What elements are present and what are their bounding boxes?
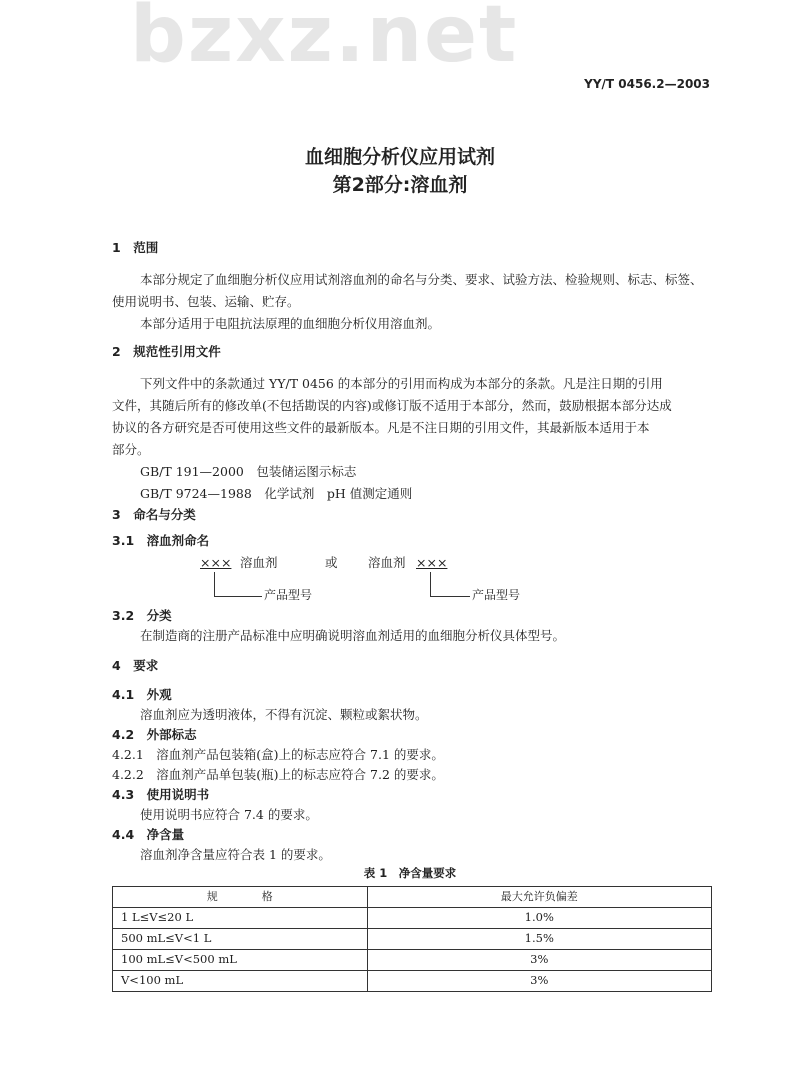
table-row: [113, 950, 712, 971]
section-3-1-heading: 3.1 溶血剂命名: [112, 533, 210, 548]
paragraph: 溶血剂净含量应符合表 1 的要求。: [140, 847, 331, 862]
net-content-table: [112, 886, 712, 992]
table-row: [113, 908, 712, 929]
clause-4-2-1: 4.2.1 溶血剂产品包装箱(盒)上的标志应符合 7.1 的要求。: [112, 747, 444, 762]
paragraph: 部分。: [112, 442, 150, 457]
section-4-2-heading: 4.2 外部标志: [112, 727, 197, 742]
spec-cell: 500 mL≤V<1 L: [113, 929, 368, 950]
reference-item: GB/T 9724—1988 化学试剂 pH 值测定通则: [140, 486, 413, 501]
deviation-cell: 1.5%: [367, 929, 711, 950]
header-spec: 规 格: [113, 887, 368, 908]
naming-placeholder-b: ×××: [416, 555, 448, 570]
section-3-heading: 3 命名与分类: [112, 507, 196, 522]
paragraph: 溶血剂应为透明液体，不得有沉淀、颗粒或絮状物。: [140, 707, 428, 722]
section-4-1-heading: 4.1 外观: [112, 687, 172, 702]
table-header-row: [113, 887, 712, 908]
deviation-cell: 3%: [367, 971, 711, 992]
naming-placeholder-a: ×××: [200, 555, 232, 570]
naming-name-b: 溶血剂: [368, 555, 406, 570]
paragraph: 使用说明书应符合 7.4 的要求。: [140, 807, 318, 822]
paragraph: 本部分规定了血细胞分析仪应用试剂溶血剂的命名与分类、要求、试验方法、检验规则、标志、标签、: [140, 272, 703, 287]
spec-cell: 1 L≤V≤20 L: [113, 908, 368, 929]
naming-name-a: 溶血剂: [240, 555, 278, 570]
table-row: [113, 929, 712, 950]
clause-4-2-2: 4.2.2 溶血剂产品单包装(瓶)上的标志应符合 7.2 的要求。: [112, 767, 444, 782]
section-4-3-heading: 4.3 使用说明书: [112, 787, 210, 802]
section-4-4-heading: 4.4 净含量: [112, 827, 185, 842]
doc-subtitle: 第2部分:溶血剂: [332, 174, 468, 196]
table-row: [113, 971, 712, 992]
paragraph: 文件，其随后所有的修改单(不包括勘误的内容)或修订版不适用于本部分，然而，鼓励根据本部分达成: [112, 398, 672, 413]
paragraph: 在制造商的注册产品标准中应明确说明溶血剂适用的血细胞分析仪具体型号。: [140, 628, 566, 643]
paragraph: 下列文件中的条款通过 YY/T 0456 的本部分的引用而构成为本部分的条款。凡是注日期的引用: [140, 376, 663, 391]
section-4-heading: 4 要求: [112, 658, 159, 673]
section-3-2-heading: 3.2 分类: [112, 608, 172, 623]
doc-title: 血细胞分析仪应用试剂: [304, 146, 495, 168]
deviation-cell: 1.0%: [367, 908, 711, 929]
spec-cell: 100 mL≤V<500 mL: [113, 950, 368, 971]
paragraph: 本部分适用于电阻抗法原理的血细胞分析仪用溶血剂。: [140, 316, 441, 331]
spec-cell: V<100 mL: [113, 971, 368, 992]
reference-item: GB/T 191—2000 包装储运图示标志: [140, 464, 357, 479]
standard-number: YY/T 0456.2—2003: [584, 77, 710, 91]
naming-or: 或: [325, 555, 338, 570]
deviation-cell: 3%: [367, 950, 711, 971]
section-1-heading: 1 范围: [112, 240, 159, 255]
header-max-deviation: 最大允许负偏差: [367, 887, 711, 908]
naming-label-b: 产品型号: [472, 588, 521, 602]
paragraph: 使用说明书、包装、运输、贮存。: [112, 294, 300, 309]
paragraph: 协议的各方研究是否可使用这些文件的最新版本。凡是不注日期的引用文件，其最新版本适用于本: [112, 420, 650, 435]
watermark: bzxz.net: [130, 0, 519, 80]
naming-label-a: 产品型号: [264, 588, 313, 602]
section-2-heading: 2 规范性引用文件: [112, 344, 221, 359]
table-caption: 表 1 净含量要求: [363, 866, 457, 880]
